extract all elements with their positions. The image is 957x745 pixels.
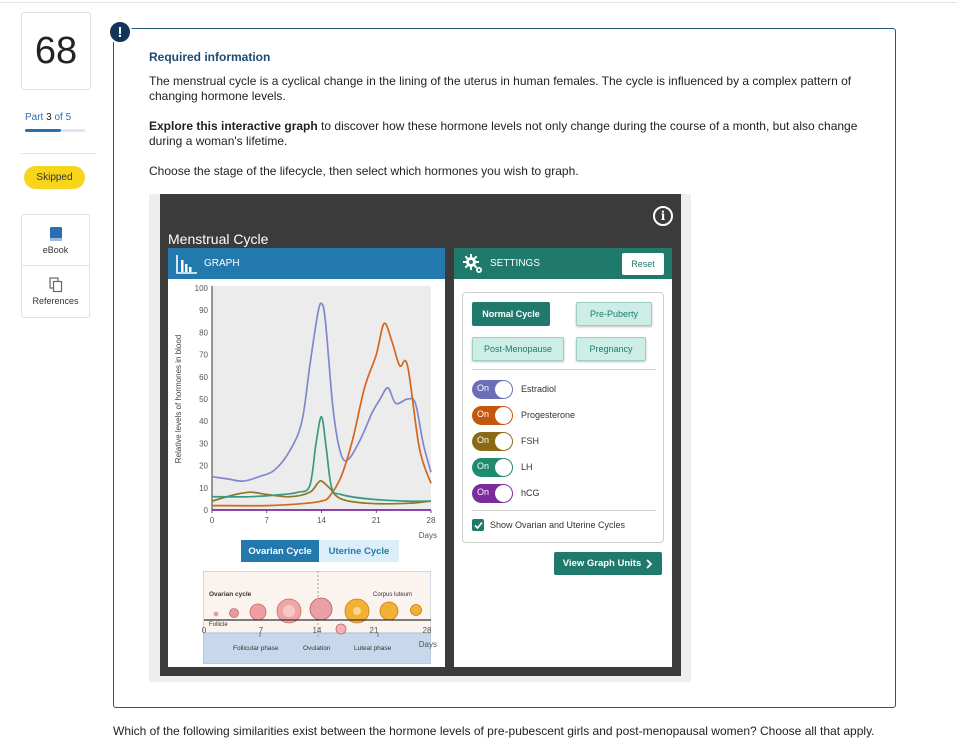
widget-title: Menstrual Cycle [168, 231, 269, 247]
cycle-tick-7: 7 [258, 626, 264, 635]
cycle-diagram-title: Ovarian cycle [209, 591, 252, 598]
cycle-days-axis [168, 614, 445, 664]
sidebar-divider [21, 153, 96, 154]
book-icon [49, 226, 63, 242]
references-button[interactable]: References [22, 266, 89, 317]
luteal-phase-label: Luteal phase [354, 645, 392, 652]
ovulation-label: Ovulation [303, 645, 331, 652]
post-menopause-button[interactable]: Post-Menopause [472, 337, 564, 361]
follicle-label: Follicle [209, 622, 228, 628]
cycle-days-label: Days [418, 640, 437, 649]
lh-label: LH [521, 462, 533, 472]
info-paragraph-2: Explore this interactive graph to discover how these hormone levels not only change during the course of a month, but also change during a woman's lifetime. [149, 119, 858, 148]
question-number: 68 [21, 12, 91, 90]
top-divider [0, 2, 957, 3]
settings-divider [472, 369, 656, 370]
y-axis-label: Relative levels of hormones in blood [174, 334, 183, 464]
corpus-luteum-label: Corpus luteum [373, 592, 413, 598]
menstrual-cycle-widget [160, 194, 681, 676]
hormone-row-fsh [472, 431, 539, 451]
bar-chart-icon [176, 254, 198, 274]
pregnancy-button[interactable]: Pregnancy [576, 337, 646, 361]
hormone-row-progesterone [472, 405, 575, 425]
copy-icon [49, 277, 63, 293]
y-tick-label: 50 [199, 395, 208, 404]
settings-box [462, 292, 664, 543]
progesterone-toggle[interactable]: On [472, 406, 513, 425]
y-tick-label: 80 [199, 328, 208, 338]
fsh-label: FSH [521, 436, 539, 446]
tools-panel [21, 214, 90, 318]
y-tick-label: 70 [199, 350, 208, 360]
part-progress-bar [25, 129, 85, 132]
lh-toggle[interactable]: On [472, 458, 513, 477]
y-tick-label: 60 [199, 372, 208, 382]
normal-cycle-button[interactable]: Normal Cycle [472, 302, 550, 326]
progesterone-label: Progesterone [521, 410, 576, 420]
settings-header-label: SETTINGS [490, 258, 541, 269]
alert-icon: ! [108, 20, 132, 44]
ebook-button[interactable]: eBook [22, 215, 89, 266]
cycle-tick-28: 28 [422, 626, 432, 635]
y-tick-label: 100 [194, 284, 208, 293]
graph-header-label: GRAPH [204, 258, 240, 269]
info-paragraph-1: The menstrual cycle is a cyclical change in the lining of the uterus in human females. The cycle is influenced by a complex pattern of changing hormone levels. [149, 74, 852, 103]
hcg-toggle[interactable]: On [472, 484, 513, 503]
fsh-toggle[interactable]: On [472, 432, 513, 451]
info-paragraph-3: Choose the stage of the lifecycle, then select which hormones you wish to graph. [149, 164, 579, 178]
plot-background [212, 286, 431, 510]
x-tick-label: 14 [317, 516, 326, 525]
follicular-phase-label: Follicular phase [233, 645, 279, 652]
x-axis-label: Days [418, 531, 437, 540]
hormone-row-estradiol [472, 379, 556, 399]
gear-icon [462, 253, 484, 275]
reset-button[interactable]: Reset [622, 253, 664, 275]
y-tick-label: 90 [199, 306, 208, 316]
settings-panel [454, 248, 672, 667]
show-cycles-checkbox[interactable] [472, 519, 484, 531]
checkmark-icon [474, 521, 483, 530]
x-tick-label: 7 [264, 516, 269, 525]
y-tick-label: 20 [199, 461, 208, 471]
show-cycles-label: Show Ovarian and Uterine Cycles [490, 520, 626, 530]
x-tick-label: 0 [209, 516, 215, 525]
settings-header [454, 248, 672, 279]
part-progress-fill [25, 129, 61, 132]
cycle-tick-14: 14 [312, 626, 322, 635]
settings-divider-2 [472, 510, 656, 511]
cycle-tick-0: 0 [201, 626, 207, 635]
show-cycles-row[interactable] [472, 519, 625, 531]
x-tick-label: 21 [371, 516, 381, 525]
y-tick-label: 10 [199, 483, 208, 493]
chevron-right-icon [645, 559, 653, 569]
info-heading: Required information [149, 50, 271, 64]
question-text: Which of the following similarities exist between the hormone levels of pre-pubescent girls and post-menopausal women? Choose all that apply. [113, 724, 875, 738]
hcg-label: hCG [521, 488, 540, 498]
y-tick-label: 30 [199, 439, 208, 449]
cycle-tick-21: 21 [369, 626, 379, 635]
tab-uterine-cycle[interactable]: Uterine Cycle [319, 540, 399, 562]
x-tick-label: 28 [426, 516, 436, 525]
part-indicator: Part 3 of 5 [25, 112, 72, 123]
estradiol-label: Estradiol [521, 384, 557, 394]
view-graph-units-button[interactable]: View Graph Units [554, 552, 662, 575]
status-badge: Skipped [24, 166, 85, 189]
y-tick-label: 40 [199, 417, 208, 427]
graph-panel [168, 248, 445, 667]
hormone-row-hcg [472, 483, 540, 503]
y-tick-label: 0 [203, 506, 208, 515]
info-icon[interactable]: i [653, 206, 673, 226]
tab-ovarian-cycle[interactable]: Ovarian Cycle [241, 540, 319, 562]
hormone-row-lh [472, 457, 533, 477]
graph-header [168, 248, 445, 279]
estradiol-toggle[interactable]: On [472, 380, 513, 399]
hormone-chart [168, 279, 445, 541]
pre-puberty-button[interactable]: Pre-Puberty [576, 302, 652, 326]
